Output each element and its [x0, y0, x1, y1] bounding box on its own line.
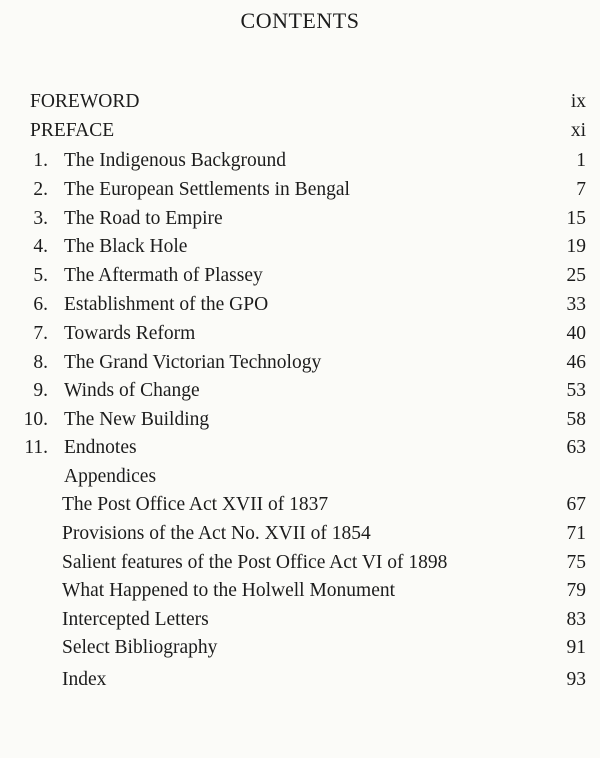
toc-entry-chapter-7 — [0, 319, 600, 349]
entry-page: 7 — [576, 179, 586, 200]
toc-entry-appendix-6 — [0, 633, 600, 663]
chapter-number: 1. — [33, 150, 48, 171]
entry-title: Select Bibliography — [62, 637, 218, 658]
entry-title: The Black Hole — [64, 236, 188, 257]
toc-entry-chapter-4 — [0, 232, 600, 262]
entry-page: 71 — [566, 523, 586, 544]
entry-page: 33 — [566, 294, 586, 315]
entry-title: What Happened to the Holwell Monument — [62, 580, 396, 601]
entry-page: 25 — [566, 265, 586, 286]
appendices-heading: Appendices — [64, 466, 157, 487]
entry-page: 15 — [566, 208, 586, 229]
toc-entry-chapter-10 — [0, 405, 600, 435]
chapter-number: 5. — [33, 265, 48, 286]
toc-entry-chapter-2 — [0, 175, 600, 205]
chapter-number: 6. — [33, 294, 48, 315]
entry-title: Provisions of the Act No. XVII of 1854 — [62, 523, 371, 544]
toc-entry-index — [0, 665, 600, 695]
toc-entry-appendix-3 — [0, 548, 600, 578]
toc-entry-appendix-4 — [0, 576, 600, 606]
entry-title: FOREWORD — [30, 91, 140, 112]
entry-page: ix — [570, 91, 586, 112]
entry-page: 40 — [566, 323, 586, 344]
toc-entry-appendix-5 — [0, 605, 600, 635]
entry-page: 75 — [566, 552, 586, 573]
entry-page: 46 — [566, 352, 586, 373]
entry-page: xi — [570, 120, 586, 141]
entry-title: The New Building — [64, 409, 210, 430]
entry-page: 53 — [566, 380, 586, 401]
chapter-number: 8. — [33, 352, 48, 373]
chapter-number: 11. — [24, 437, 48, 458]
toc-entry-chapter-1 — [0, 146, 600, 176]
entry-title: Endnotes — [64, 437, 137, 458]
toc-entry-chapter-8 — [0, 348, 600, 378]
chapter-number: 3. — [33, 208, 48, 229]
entry-title: The European Settlements in Bengal — [64, 179, 350, 200]
entry-title: Intercepted Letters — [62, 609, 209, 630]
entry-title: Salient features of the Post Office Act VI of 1898 — [62, 552, 448, 573]
entry-title: The Grand Victorian Technology — [64, 352, 322, 373]
toc-entry-foreword — [0, 87, 600, 117]
entry-title: The Road to Empire — [64, 208, 223, 229]
entry-title: Winds of Change — [64, 380, 200, 401]
chapter-number: 4. — [33, 236, 48, 257]
toc-entry-appendix-2 — [0, 519, 600, 549]
page-title: CONTENTS — [240, 8, 360, 33]
entry-page: 79 — [566, 580, 586, 601]
entry-title: The Post Office Act XVII of 1837 — [62, 494, 329, 515]
chapter-number: 9. — [33, 380, 48, 401]
entry-page: 91 — [566, 637, 586, 658]
toc-entry-chapter-6 — [0, 290, 600, 320]
entry-title: Towards Reform — [64, 323, 196, 344]
chapter-number: 2. — [33, 179, 48, 200]
toc-entry-appendix-1 — [0, 490, 600, 520]
toc-entry-chapter-9 — [0, 376, 600, 406]
entry-page: 19 — [566, 236, 586, 257]
entry-page: 1 — [576, 150, 586, 171]
entry-page: 58 — [566, 409, 586, 430]
toc-entry-chapter-5 — [0, 261, 600, 291]
chapter-number: 10. — [23, 409, 48, 430]
entry-title: PREFACE — [30, 120, 115, 141]
entry-title: Establishment of the GPO — [64, 294, 269, 315]
entry-page: 83 — [566, 609, 586, 630]
toc-entry-chapter-11 — [0, 433, 600, 463]
entry-title: The Indigenous Background — [64, 150, 287, 171]
entry-title: The Aftermath of Plassey — [64, 265, 263, 286]
toc-appendices-heading — [0, 462, 600, 492]
toc-entry-chapter-3 — [0, 204, 600, 234]
entry-page: 63 — [566, 437, 586, 458]
chapter-number: 7. — [33, 323, 48, 344]
entry-page: 67 — [566, 494, 586, 515]
entry-page: 93 — [566, 669, 586, 690]
toc-entry-preface — [0, 116, 600, 146]
entry-title: Index — [62, 669, 107, 690]
